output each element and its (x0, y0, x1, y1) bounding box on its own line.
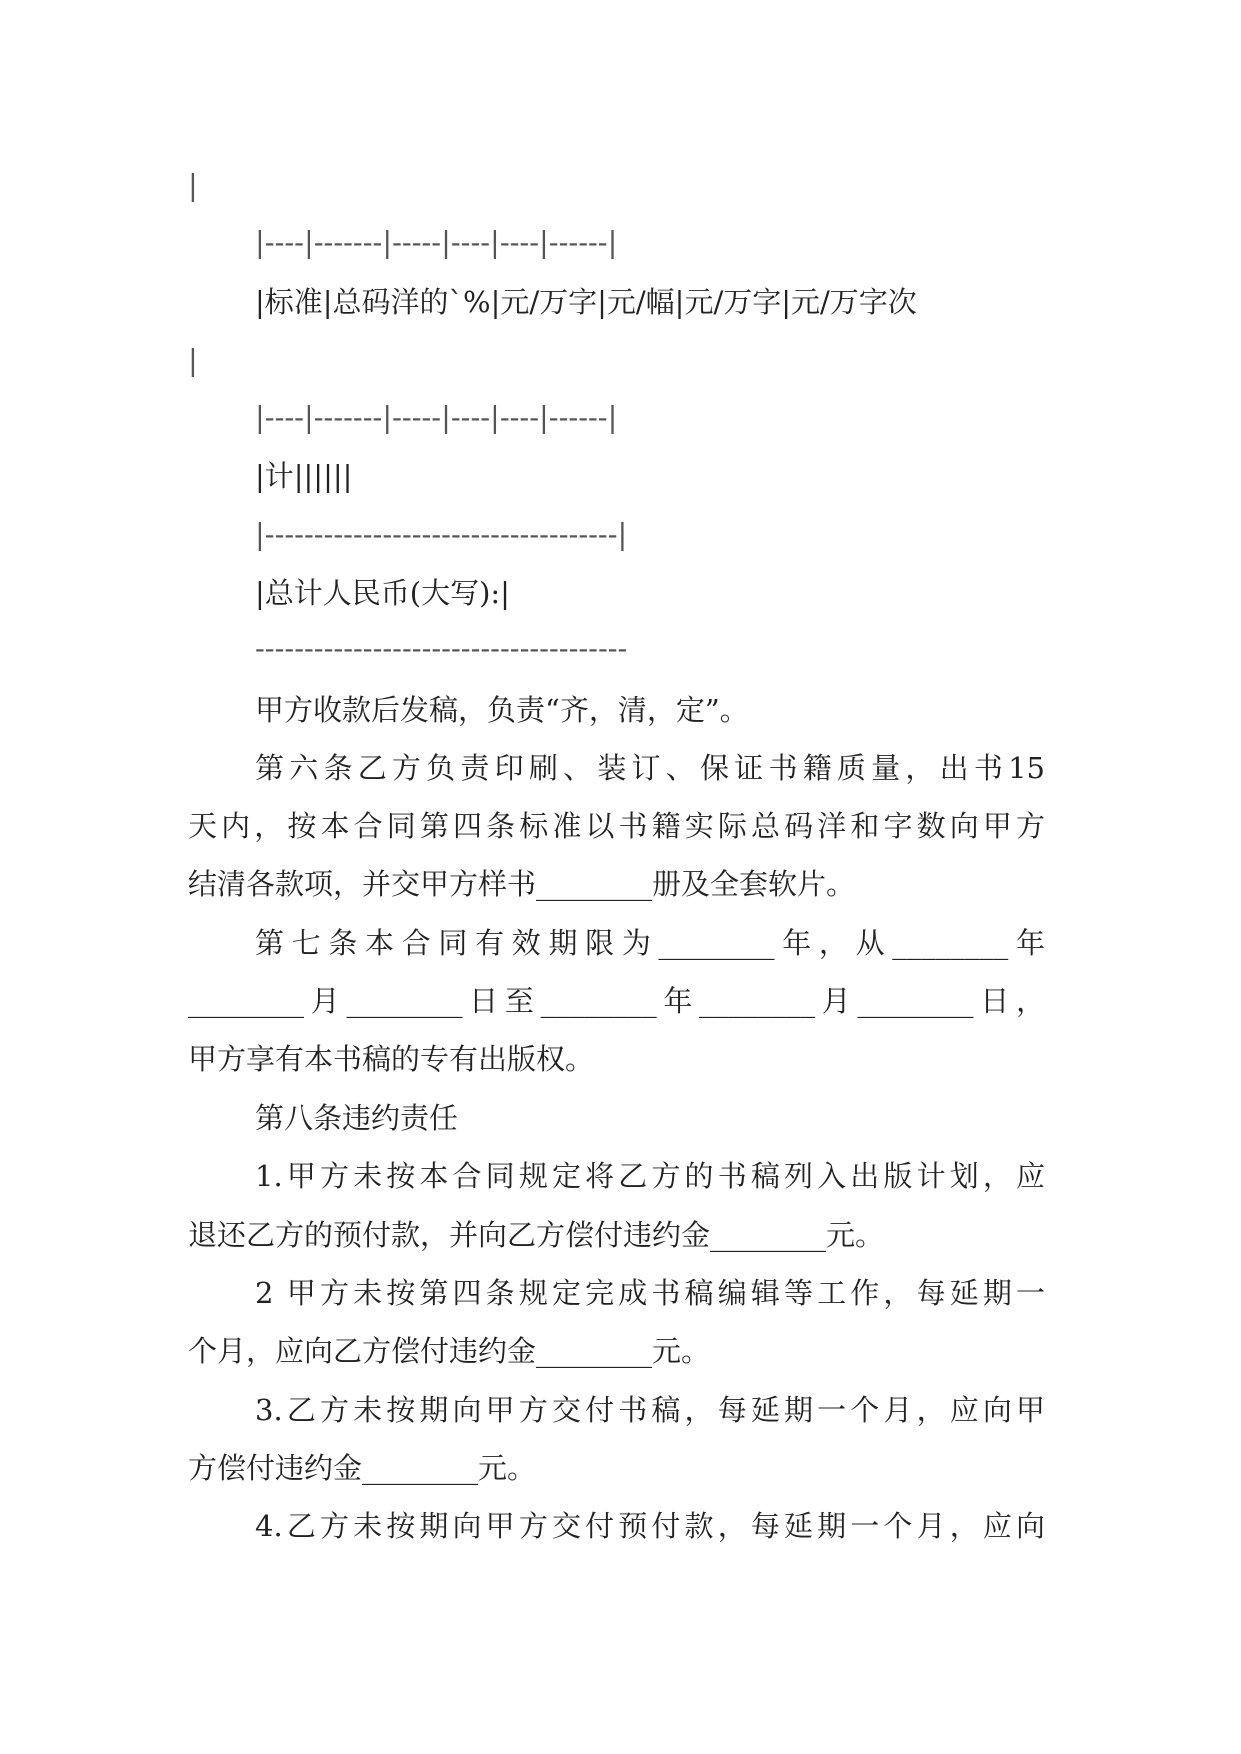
paragraph-line: 1.甲方未按本合同规定将乙方的书稿列入出版计划，应 (255, 1159, 1045, 1193)
table-total-row: |总计人民币(大写):| (255, 576, 510, 610)
paragraph-line: 甲方享有本书稿的专有出版权。 (188, 1042, 595, 1076)
paragraph-line: 第六条乙方负责印刷、装订、保证书籍质量，出书15 (255, 751, 1045, 785)
table-separator: |------------------------------------| (255, 517, 628, 551)
paragraph-line: 退还乙方的预付款，并向乙方偿付违约金________元。 (188, 1218, 885, 1252)
table-subtotal-row: |计|||||| (255, 459, 353, 493)
paragraph-line: 2 甲方未按第四条规定完成书稿编辑等工作，每延期一 (255, 1276, 1045, 1310)
table-header-row: |标准|总码洋的`%|元/万字|元/幅|元/万字|元/万字次 (255, 285, 917, 319)
paragraph-line: 甲方收款后发稿，负责“齐，清，定”。 (255, 693, 749, 727)
table-row-end-marker: | (188, 168, 198, 202)
section-heading: 第八条违约责任 (255, 1101, 459, 1135)
paragraph-line: 第七条本合同有效期限为________年，从________年 (255, 926, 1045, 960)
paragraph-line: 天内，按本合同第四条标准以书籍实际总码洋和字数向甲方 (188, 809, 1045, 843)
table-bottom-rule: -------------------------------------- (255, 631, 628, 665)
paragraph-line: 3.乙方未按期向甲方交付书稿，每延期一个月，应向甲 (255, 1393, 1045, 1427)
paragraph-line: 结清各款项，并交甲方样书________册及全套软片。 (188, 867, 856, 901)
paragraph-line: ________月________日至________年________月________日， (188, 984, 1045, 1018)
paragraph-line: 个月，应向乙方偿付违约金________元。 (188, 1334, 711, 1368)
table-separator: |----|-------|-----|----|----|------| (255, 225, 618, 259)
table-separator: |----|-------|-----|----|----|------| (255, 400, 618, 434)
table-row-end-marker: | (188, 343, 198, 377)
paragraph-line: 4.乙方未按期向甲方交付预付款，每延期一个月，应向 (255, 1509, 1045, 1543)
paragraph-line: 方偿付违约金________元。 (188, 1451, 537, 1485)
